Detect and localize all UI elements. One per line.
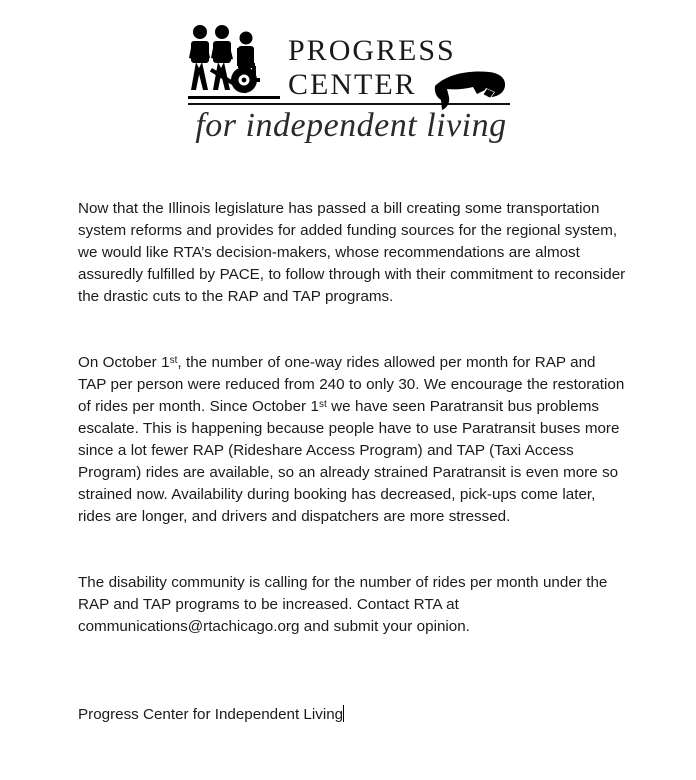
paragraph-spacer-2 xyxy=(78,550,626,572)
logo-line-center-text: CENTER xyxy=(288,68,417,101)
three-people-wheelchair-icon xyxy=(186,22,282,102)
paragraph-spacer-1 xyxy=(78,330,626,352)
logo-top-row xyxy=(186,22,516,102)
signature-spacer xyxy=(78,660,626,704)
p2-segment-c: we have seen Paratransit bus problems escalate. This is happening because people have to use Paratransit buses more since a lot fewer RAP (Rideshare Access Program) and TAP (Taxi Access Program) rides are available, so an already strained Paratransit is even more so strained now. Availability during booking has decreased, pick-ups come later, rides are longer, and drivers and dispatchers are more stressed. xyxy=(78,398,620,525)
p2-segment-b: , the number of one-way rides allowed per month for RAP and TAP per person were reduced from 240 to only 30. We encourage the restoration of rides per month. Since October 1 xyxy=(78,354,625,415)
paragraph-3: The disability community is calling for the number of rides per month under the RAP and TAP programs to be increased. Contact RTA at communications@rtachicago.org and submit your opinion. xyxy=(78,574,608,635)
signature-line xyxy=(78,704,626,726)
signing-hand-icon xyxy=(429,70,507,112)
p2-segment-a: On October 1 xyxy=(78,354,170,371)
organization-logo xyxy=(186,22,516,146)
logo-line-center xyxy=(288,68,516,102)
p2-ordinal-suffix-1: st xyxy=(169,354,178,366)
p2-ordinal-suffix-2: st xyxy=(318,398,327,410)
paragraph-1: Now that the Illinois legislature has passed a bill creating some transportation system reforms and provides for added funding sources for the regional system, we would like RTA’s decision-makers, whose recommendations are almost assuredly fulfilled by PACE, to follow through with their commitment to reconsider the drastic cuts to the RAP and TAP programs. xyxy=(78,200,626,305)
text-cursor xyxy=(343,705,344,722)
logo-wordmark xyxy=(282,34,516,102)
logo-line-progress: PROGRESS xyxy=(288,34,456,67)
letter-body[interactable] xyxy=(78,198,626,726)
signature-text: Progress Center for Independent Living xyxy=(78,706,344,723)
paragraph-2 xyxy=(78,352,626,528)
logo-tagline: for independent living xyxy=(195,107,507,144)
